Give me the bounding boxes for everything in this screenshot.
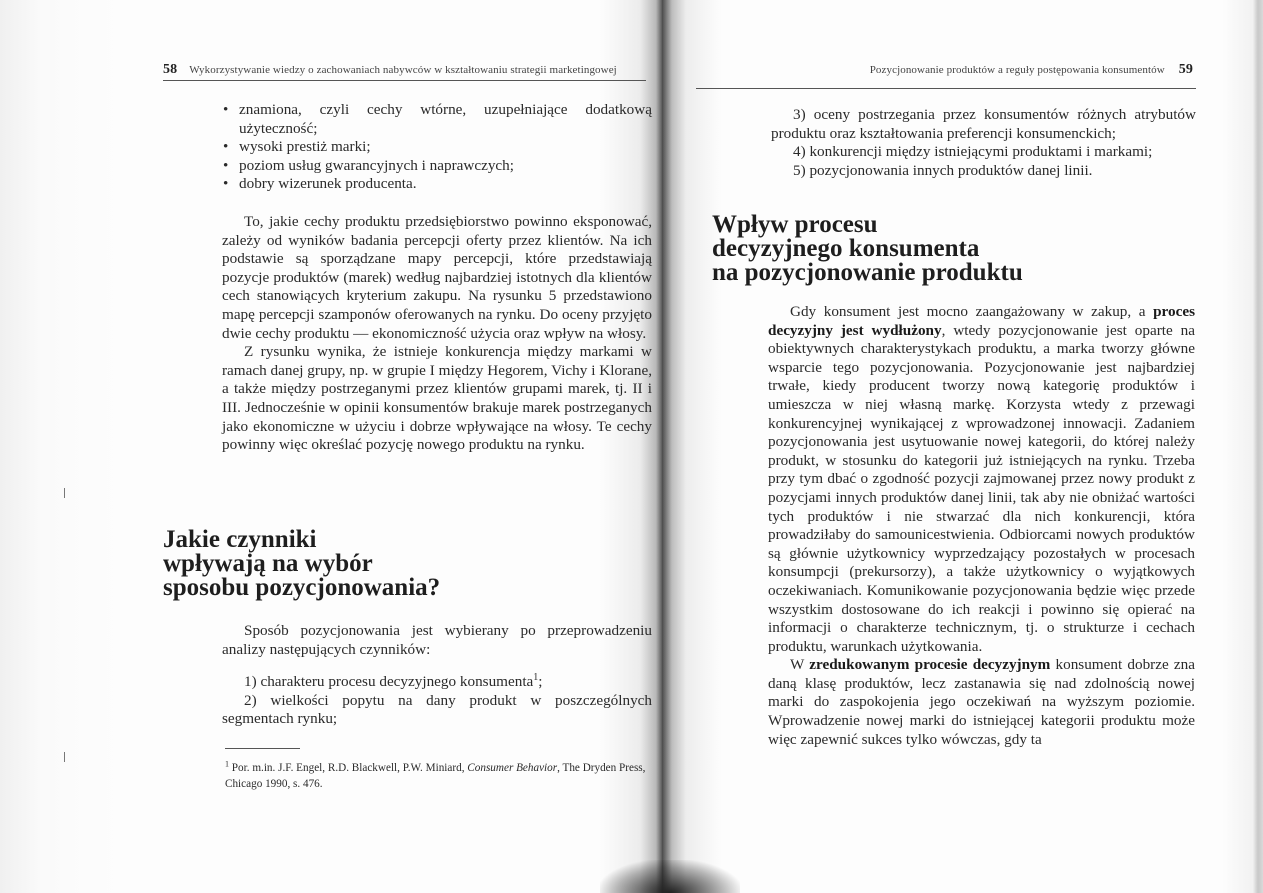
scan-mark xyxy=(64,488,65,498)
text-run: konsument dobrze zna daną klasę produktów, lecz zastanawia się nad zdolnością nowej marki do zaspokojenia jego oczekiwań na wyższym poziomie. Wprowadzenie nowej marki do istniejącej kategorii produktu może więc zapewnić sukces tylko wówczas, gdy ta xyxy=(768,656,1195,748)
heading-line: sposobu pozycjonowania? xyxy=(163,574,441,601)
right-page-number: 59 xyxy=(1178,62,1193,77)
paragraph: To, jakie cechy produktu przedsiębiorstwo powinno eksponować, zależy od wyników badania percepcji oferty przez klientów. Na ich podstawie są sporządzane mapy percepcji, które przedstawiają pozycje produktów (marek) według najbardziej istotnych dla klientów cech stanowiących kryterium zakupu. Na rysunku 5 przedstawiono mapę percepcji szamponów oferowanych na rynku. Do oceny przyjęto dwie cechy produktu — ekonomiczność użycia oraz wpływ na włosy. xyxy=(222,213,652,342)
factor-item: 2) wielkości popytu na dany produkt w poszczególnych segmentach rynku; xyxy=(222,691,652,728)
heading-line: Wpływ procesu xyxy=(712,211,878,238)
left-header-rule xyxy=(163,80,646,81)
left-body-text xyxy=(222,213,652,455)
right-section-heading xyxy=(712,213,1023,285)
page-edge xyxy=(1253,0,1263,893)
factor-item-end: ; xyxy=(538,673,543,691)
paragraph xyxy=(768,656,1195,749)
text-run: W xyxy=(790,656,810,674)
bullet-item: • poziom usług gwarancyjnych i naprawczych; xyxy=(222,157,652,176)
text-run: , wtedy pozycjonowanie jest oparte na obiektywnych charakterystykach produktu, a marka tworzy główne wsparcie tego pozycjonowania. Pozycjonowanie jest najbardziej trwałe, kiedy producent tworzy nową kategorię produktów i umieszcza w niej własną markę. Korzysta wtedy z przewagi konkurencyjnej wynikającej z wprowadzonej innowacji. Zadaniem pozycjonowania jest usytuowanie nowej kategorii, do której należy produkt, w stosunku do kategorii już istniejących na rynku. Trzeba przy tym dbać o zgodność pozycji zajmowanej przez nowy produkt z pozycjami innych produktów danej linii, tak aby nie obniżać wartości tych produktów i nie stwarzać dla nich konkurencji, która prowadziłaby do samounicestwienia. Odbiorcami nowych produktów są głównie użytkownicy wyprzedzający pozostałych w procesach konsumpcji (prekursorzy), a także użytkownicy o wyjątkowych oczekiwaniach. Komunikowanie pozycjonowania będzie więc przede wszystkim dostosowane do ich reakcji i powinno się opierać na informacji o charakterze technicznym, tj. o strukturze i cechach produktu, warunkach użytkowania. xyxy=(768,321,1195,655)
bold-term: zredukowanym procesie decyzyjnym xyxy=(809,656,1051,674)
footnote xyxy=(225,760,655,792)
factor-item-text: 1) charakteru procesu decyzyjnego konsumenta xyxy=(244,673,534,691)
left-page-number: 58 xyxy=(163,62,178,77)
right-factors-text xyxy=(771,106,1196,180)
gutter-shadow xyxy=(600,860,740,893)
factor-item: 3) oceny postrzegania przez konsumentów różnych atrybutów produktu oraz kształtowania preferencji konsumenckich; xyxy=(771,106,1196,142)
paragraph: Sposób pozycjonowania jest wybierany po przeprowadzeniu analizy następujących czynników: xyxy=(222,622,652,658)
left-running-header xyxy=(163,62,617,78)
paragraph: Z rysunku wynika, że istnieje konkurencja między markami w ramach danej grupy, np. w grupie I między Hegorem, Vichy i Klorane, a także między postrzeganymi przez klientów grupami marek, tj. II i III. Jednocześnie w opinii konsumentów brakuje marek postrzeganych jako ekonomiczne w użyciu i dobrze wpływające na włosy. Te cechy powinny więc określać pozycję nowego produktu na rynku. xyxy=(222,343,652,454)
bullet-item: • wysoki prestiż marki; xyxy=(222,138,652,157)
heading-line: wpływają na wybór xyxy=(163,550,373,577)
bullet-item: • znamiona, czyli cechy wtórne, uzupełniające dodatkową użyteczność; xyxy=(222,101,652,138)
right-header-rule xyxy=(696,88,1196,89)
heading-line: Jakie czynniki xyxy=(163,526,317,553)
footnote-text: Por. m.in. J.F. Engel, R.D. Blackwell, P.W. Miniard, xyxy=(229,762,468,774)
factor-item: 4) konkurencji między istniejącymi produktami i markami; xyxy=(793,143,1153,161)
footnote-mark: 1 xyxy=(225,759,229,769)
footnote-end: , The Dryden Press, Chicago 1990, s. 476. xyxy=(225,762,646,790)
bold-term: proces decyzyjny jest wydłużony xyxy=(768,303,1195,339)
left-section-heading xyxy=(163,528,440,600)
factor-item xyxy=(222,673,652,692)
footnote-title: Consumer Behavior xyxy=(467,762,558,774)
footnote-rule xyxy=(225,748,300,749)
factor-item: 5) pozycjonowania innych produktów danej linii. xyxy=(793,161,1093,179)
left-factors-text xyxy=(222,622,652,729)
left-running-head-text: Wykorzystywanie wiedzy o zachowaniach nabywców w kształtowaniu strategii marketingowej xyxy=(189,64,617,76)
footnote-ref: 1 xyxy=(533,672,539,684)
paragraph xyxy=(768,303,1195,656)
bullet-item: • dobry wizerunek producenta. xyxy=(222,175,652,194)
right-body-text xyxy=(768,303,1195,749)
left-bullet-list xyxy=(222,101,652,194)
right-running-head-text: Pozycjonowanie produktów a reguły postępowania konsumentów xyxy=(869,64,1165,76)
right-running-header xyxy=(870,62,1193,78)
scan-mark xyxy=(64,752,65,762)
heading-line: decyzyjnego konsumenta xyxy=(712,235,980,262)
heading-line: na pozycjonowanie produktu xyxy=(712,259,1023,286)
text-run: Gdy konsument jest mocno zaangażowany w zakup, a xyxy=(790,303,1154,320)
